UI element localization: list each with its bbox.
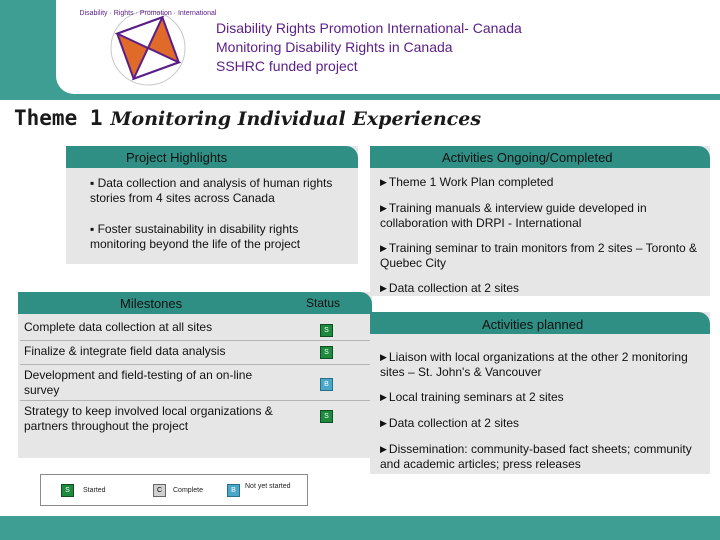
milestone-label-1: Complete data collection at all sites: [24, 320, 213, 334]
status-badge-1: S: [320, 324, 333, 337]
planned-item-3: [380, 416, 702, 431]
activities-completed-title: Activities Ongoing/Completed: [442, 150, 613, 165]
planned-item-2: [380, 390, 702, 405]
drpi-logo: [79, 6, 217, 90]
milestone-divider: [20, 364, 370, 365]
milestone-label-2: Finalize & integrate field data analysis: [24, 344, 226, 358]
milestone-divider: [20, 400, 370, 401]
status-header: Status: [306, 296, 341, 310]
highlight-item-text: Data collection and analysis of human rights stories from 4 sites across Canada: [90, 176, 333, 205]
legend-complete-badge: C: [153, 484, 166, 497]
header-title-line2: Monitoring Disability Rights in Canada: [216, 39, 453, 55]
completed-item-text: Training seminar to train monitors from 2 sites – Toronto & Quebec City: [380, 241, 698, 270]
legend-complete-label: Complete: [173, 487, 203, 494]
completed-item-3: [380, 241, 706, 271]
triangle-bullet-icon: ▶: [380, 418, 387, 428]
status-badge-3: B: [320, 378, 333, 391]
legend-not-yet-badge: B: [227, 484, 240, 497]
triangle-bullet-icon: ▶: [380, 243, 387, 253]
legend-not-yet-label: Not yet started: [245, 483, 291, 490]
triangle-bullet-icon: ▶: [380, 203, 387, 213]
completed-item-text: Theme 1 Work Plan completed: [388, 175, 554, 189]
bullet-icon: ▪: [90, 222, 98, 236]
triangle-bullet-icon: ▶: [380, 444, 387, 454]
header-title-line3: SSHRC funded project: [216, 58, 358, 74]
bullet-icon: ▪: [90, 176, 98, 190]
triangle-bullet-icon: ▶: [380, 283, 387, 293]
theme-subtitle: Monitoring Individual Experiences: [110, 108, 482, 130]
milestone-label-4: Strategy to keep involved local organizations & partners throughout the project: [24, 404, 273, 433]
planned-item-text: Liaison with local organizations at the other 2 monitoring sites – St. John's & Vancouver: [380, 350, 688, 379]
planned-item-text: Dissemination: community-based fact sheets; community and academic articles; press releases: [380, 442, 692, 471]
milestone-label-3: Development and field-testing of an on-line survey: [24, 368, 253, 397]
status-legend: [40, 474, 308, 506]
footer-bar: [0, 516, 720, 540]
milestones-title: Milestones: [120, 296, 183, 311]
planned-item-text: Data collection at 2 sites: [388, 416, 519, 430]
completed-item-2: [380, 201, 680, 231]
completed-item-4: [380, 281, 702, 296]
legend-started-label: Started: [83, 487, 106, 494]
completed-item-1: [380, 175, 702, 190]
highlights-title: Project Highlights: [126, 150, 228, 165]
header-title-line1: Disability Rights Promotion International- Canada: [216, 20, 522, 36]
planned-item-4: [380, 442, 706, 472]
highlight-item-2: [90, 222, 346, 252]
planned-item-text: Local training seminars at 2 sites: [388, 390, 564, 404]
status-badge-4: S: [320, 410, 333, 423]
triangle-bullet-icon: ▶: [380, 352, 387, 362]
triangle-bullet-icon: ▶: [380, 177, 387, 187]
theme-number: Theme 1: [14, 106, 103, 130]
triangle-bullet-icon: ▶: [380, 392, 387, 402]
logo-text: Disability · Rights · Promotion · International: [79, 10, 217, 17]
completed-item-text: Training manuals & interview guide developed in collaboration with DRPI - International: [380, 201, 647, 230]
highlight-item-text: Foster sustainability in disability rights monitoring beyond the life of the project: [90, 222, 301, 251]
activities-planned-title: Activities planned: [482, 317, 584, 332]
status-badge-2: S: [320, 346, 333, 359]
completed-item-text: Data collection at 2 sites: [388, 281, 519, 295]
highlight-item-1: [90, 176, 346, 206]
legend-started-badge: S: [61, 484, 74, 497]
planned-item-1: [380, 350, 696, 380]
milestone-divider: [20, 340, 370, 341]
theme-title: [14, 106, 481, 130]
